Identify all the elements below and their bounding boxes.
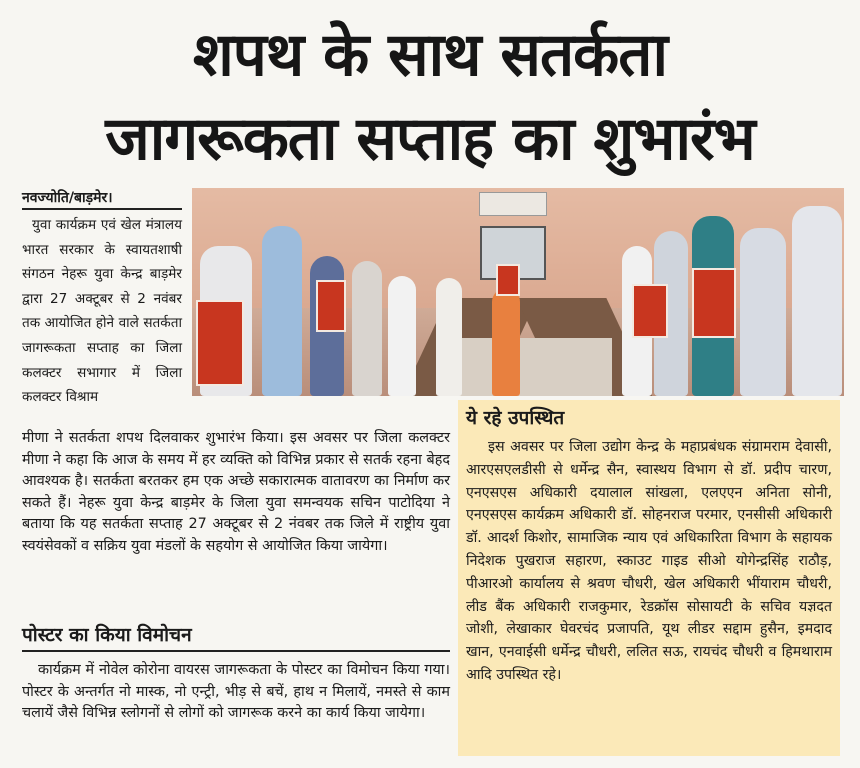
intro-full-width-paragraph xyxy=(22,428,450,558)
intro-narrow-column xyxy=(22,213,182,410)
attendees-body xyxy=(466,436,832,687)
poster-section-heading: पोस्टर का किया विमोचन xyxy=(22,622,450,652)
event-photo xyxy=(192,188,844,396)
headline-line-1: शपथ के साथ सतर्कता xyxy=(193,20,667,90)
poster-section-paragraph xyxy=(22,660,450,725)
headline-line-2: जागरूकता सप्ताह का शुभारंभ xyxy=(105,104,755,174)
attendees-box xyxy=(458,400,840,756)
intro-full-text: मीणा ने सतर्कता शपथ दिलवाकर शुभारंभ किया। इस अवसर पर जिला कलक्टर मीणा ने कहा कि आज के समय में हर व्यक्ति को विभिन्न प्रकार से सतर्क रहना बेहद आवश्यक है। सतर्कता बरतकर हम एक अच्छे सकारात्मक वातावरण का निर्माण कर सकते हैं। नेहरू युवा केन्द्र बाड़मेर के जिला युवा समन्वयक सचिन पाटोदिया ने बताया कि यह सतर्कता सप्ताह 27 अक्टूबर से 2 नंवबर तक जिले में राष्ट्रीय युवा स्वयंसेवकों व सक्रिय युवा मंडलों के सहयोग से आयोजित किया जायेगा। xyxy=(22,430,450,554)
intro-narrow-text: युवा कार्यक्रम एवं खेल मंत्रालय भारत सरकार के स्वायतशाषी संगठन नेहरू युवा केन्द्र बाड़मेर द्वारा 27 अक्टूबर से 2 नवंबर तक आयोजित होने वाले सतर्कता जागरूकता सप्ताह का जिला कलक्टर सभागार में जिला कलक्टर विश्राम xyxy=(22,217,182,406)
byline: नवज्योति/बाड़मेर। xyxy=(22,188,182,210)
attendees-heading: ये रहे उपस्थित xyxy=(466,407,565,429)
poster-section-text: कार्यक्रम में नोवेल कोरोना वायरस जागरूकता के पोस्टर का विमोचन किया गया। पोस्टर के अन्तर्गत नो मास्क, नो एन्ट्री, भीड़ से बचें, हाथ न मिलायें, नमस्ते से काम चलायें जैसे विभिन्न स्लोगनों से लोगों को जागरूक करने का कार्य किया जायेगा। xyxy=(22,662,450,722)
attendees-text: इस अवसर पर जिला उद्योग केन्द्र के महाप्रबंधक संग्रामराम देवासी, आरएसएलडीसी से धर्मेन्द्र सैन, स्वास्थय विभाग से डॉ. प्रदीप चारण, एनएसएस अधिकारी दयालाल सांखला, एलएएन अनिता सोनी, एनएसएस कार्यक्रम अधिकारी डॉ. सोहनराज परमार, एनसीसी अधिकारी डॉ. आदर्श किशोर, सामाजिक न्याय एवं अधिकारिता विभाग के सहायक निदेशक पुखराज सहारण, स्काउट गाइड सीओ योगेन्द्रसिंह राठौड़, पीआरओ कार्यालय से श्रवण चौधरी, खेल अधिकारी भींयाराम चौधरी, लीड बैंक अधिकारी राजकुमार, रेडक्रॉस सोसायटी के सचिव यज्ञदत जोशी, लेखाकार घेवरचंद प्रजापति, यूथ लीडर सद्दाम हुसैन, इमदाद खान, एनवाईसी धर्मेन्द्र चौधरी, ललित सऊ, रायचंद चौधरी व हिमथाराम आदि उपस्थित रहे। xyxy=(466,439,832,683)
